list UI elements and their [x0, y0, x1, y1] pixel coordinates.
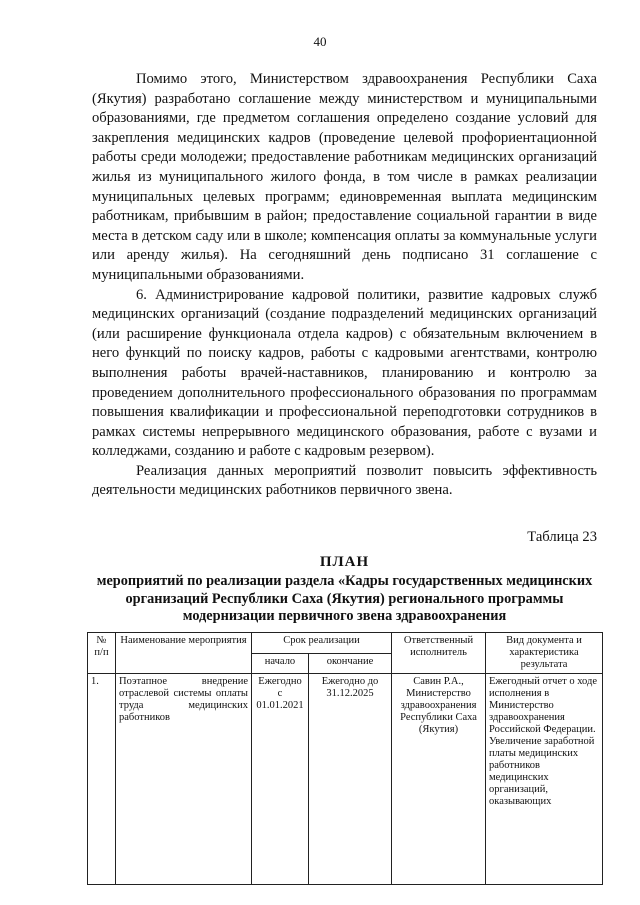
- header-num: № п/п: [88, 633, 116, 674]
- page-number: 40: [313, 34, 327, 49]
- cell-name: Поэтапное внедрение отраслевой системы оплаты труда медицинских работников: [116, 674, 252, 885]
- header-period: Срок реализации: [252, 633, 392, 654]
- body-text: [92, 70, 597, 501]
- paragraph-hr-policy: 6. Администрирование кадровой политики, развитие кадровых служб медицинских организаций (создание подразделений медицинских организаций (или расширение функционала отдела кадров) с обязательным включением в него функций по поиску кадров, работы с кадровыми агентствами, контролю выполнения работы врачей-наставников, планированию и контролю за проведением дополнительного профессионального образования по программам повышения квалификации и профессиональной переподготовки сотрудников в рамках системы непрерывного медицинского образования, работе с вузами и колледжами, созданию и работе с кадровым резервом).: [92, 286, 597, 460]
- cell-end: Ежегодно до 31.12.2025: [309, 674, 392, 885]
- cell-responsible: Савин Р.А., Министерство здравоохранения Республики Саха (Якутия): [392, 674, 486, 885]
- table-row: [88, 674, 603, 885]
- plan-table: [87, 632, 603, 885]
- header-end: окончание: [309, 653, 392, 674]
- header-start: начало: [252, 653, 309, 674]
- paragraph-agreement: Помимо этого, Министерством здравоохранения Республики Саха (Якутия) разработано соглашение между министерством и муниципальными образованиями, где предметом соглашения определено создание условий для закрепления медицинских кадров (проведение целевой профориентационной работы среди молодежи; предоставление работникам медицинских организаций жилья из муниципального жилого фонда, в том числе в рамках реализации муниципальных целевых программ; единовременная выплата медицинским работникам, прибывшим в район; предоставление социальной гарантии в виде места в детском саду или в школе; компенсация оплаты за коммунальные услуги или аренду жилья). На сегодняшний день подписано 31 соглашение с муниципальными образованиями.: [92, 71, 597, 283]
- header-responsible: Ответственный исполнитель: [392, 633, 486, 674]
- paragraph-conclusion: Реализация данных мероприятий позволит повысить эффективность деятельности медицинских работников первичного звена.: [92, 462, 597, 499]
- plan-subtitle: мероприятий по реализации раздела «Кадры государственных медицинских организаций Республики Саха (Якутия) регионального программы модернизации первичного звена здравоохранения: [96, 573, 593, 624]
- header-doc: Вид документа и характеристика результата: [486, 633, 603, 674]
- header-name: Наименование мероприятия: [116, 633, 252, 674]
- table-header-row: [88, 633, 603, 654]
- cell-num: 1.: [88, 674, 116, 885]
- plan-title: ПЛАН: [319, 554, 370, 570]
- cell-start: Ежегодно с 01.01.2021: [252, 674, 309, 885]
- cell-doc: Ежегодный отчет о ходе исполнения в Министерство здравоохранения Российской Федерации. Увеличение заработной платы медицинских работников медицинских организаций, оказывающих: [486, 674, 603, 885]
- table-caption: Таблица 23: [527, 529, 597, 545]
